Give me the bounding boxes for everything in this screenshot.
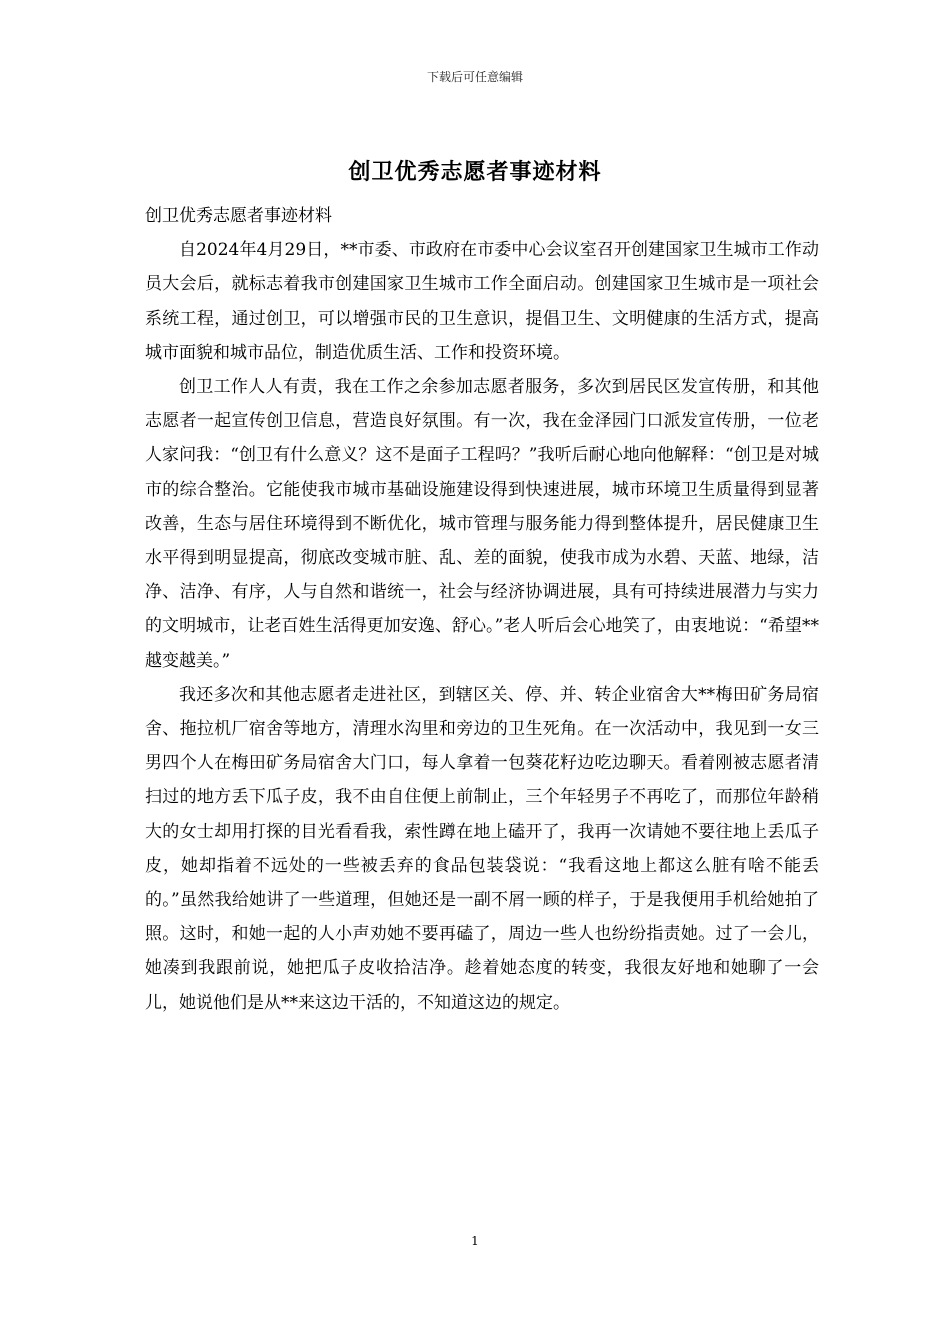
page-number: 1 <box>471 1234 479 1248</box>
document-title: 创卫优秀志愿者事迹材料 <box>348 159 602 185</box>
document-body <box>145 199 819 1020</box>
paragraph-2: 创卫工作人人有责，我在工作之余参加志愿者服务，多次到居民区发宣传册，和其他志愿者一起宣传创卫信息，营造良好氛围。有一次，我在金泽园门口派发宣传册，一位老人家问我：“创卫有什么意义？这不是面子工程吗？”我听后耐心地向他解释：“创卫是对城市的综合整治。它能使我市城市基础设施建设得到快速进展，城市环境卫生质量得到显著改善，生态与居住环境得到不断优化，城市管理与服务能力得到整体提升，居民健康卫生水平得到明显提高，彻底改变城市脏、乱、差的面貌，使我市成为水碧、天蓝、地绿，洁净、洁净、有序，人与自然和谐统一，社会与经济协调进展，具有可持续进展潜力与实力的文明城市，让老百姓生活得更加安逸、舒心。”老人听后会心地笑了，由衷地说：“希望**越变越美。” <box>145 377 819 671</box>
document-subtitle: 创卫优秀志愿者事迹材料 <box>145 206 332 226</box>
header-note: 下载后可任意编辑 <box>426 70 523 84</box>
paragraph-1: 自2024年4月29日，**市委、市政府在市委中心会议室召开创建国家卫生城市工作动员大会后，就标志着我市创建国家卫生城市工作全面启动。创建国家卫生城市是一项社会系统工程，通过创卫，可以增强市民的卫生意识，提倡卫生、文明健康的生活方式，提高城市面貌和城市品位，制造优质生活、工作和投资环境。 <box>145 240 819 363</box>
paragraph-3: 我还多次和其他志愿者走进社区，到辖区关、停、并、转企业宿舍大**梅田矿务局宿舍、拖拉机厂宿舍等地方，清理水沟里和旁边的卫生死角。在一次活动中，我见到一女三男四个人在梅田矿务局宿舍大门口，每人拿着一包葵花籽边吃边聊天。看着刚被志愿者清扫过的地方丢下瓜子皮，我不由自住便上前制止，三个年轻男子不再吃了，而那位年龄稍大的女士却用打探的目光看看我，索性蹲在地上磕开了，我再一次请她不要往地上丢瓜子皮，她却指着不远处的一些被丢弃的食品包装袋说：“我看这地上都这么脏有啥不能丢的。”虽然我给她讲了一些道理，但她还是一副不屑一顾的样子，于是我便用手机给她拍了照。这时，和她一起的人小声劝她不要再磕了，周边一些人也纷纷指责她。过了一会儿，她凑到我跟前说，她把瓜子皮收拾洁净。趁着她态度的转变，我很友好地和她聊了一会儿，她说他们是从**来这边干活的，不知道这边的规定。 <box>145 684 819 1013</box>
